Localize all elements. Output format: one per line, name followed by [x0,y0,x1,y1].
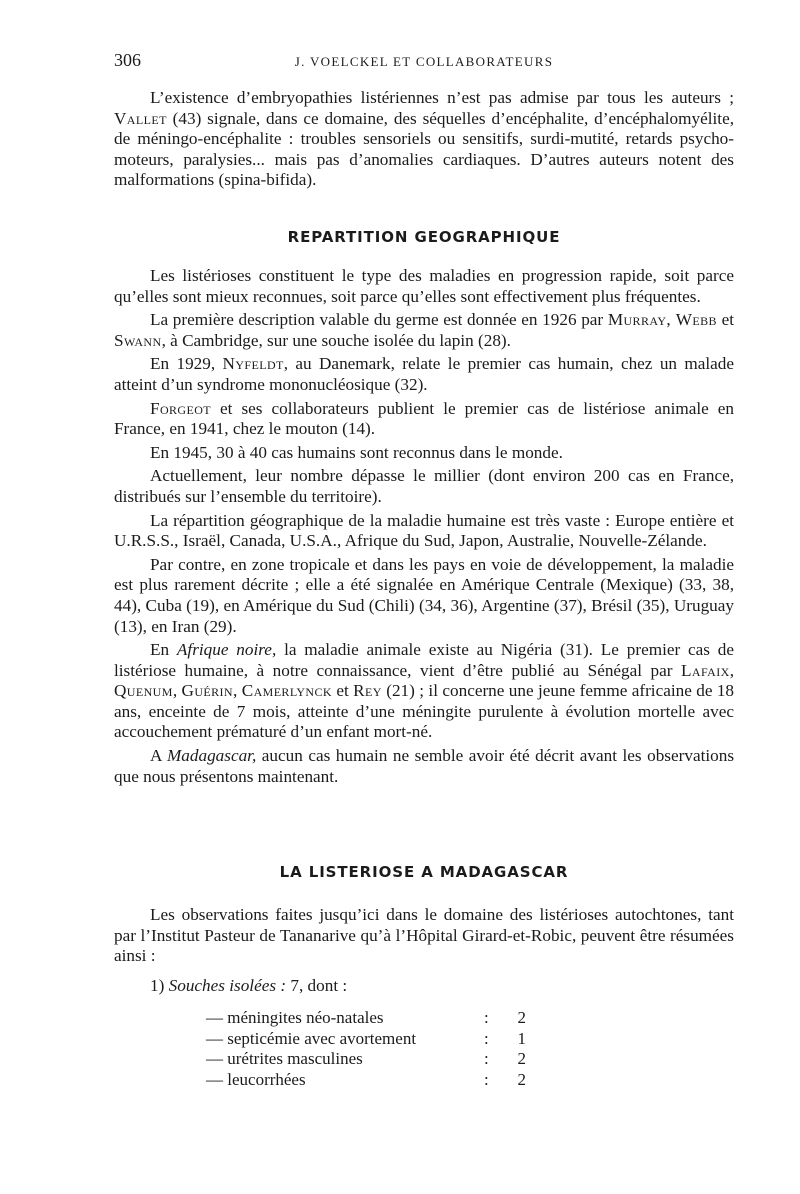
numbered-item-block [114,976,734,997]
paragraph: Les observations faites jusqu’ici dans le domaine des listérioses autochtones, tant par l’Institut Pasteur de Tananarive qu’à l’Hôpital Girard-et-Robic, peuvent être résumées ainsi : [114,905,734,966]
list-item-count: 1 [517,1028,526,1048]
list-item-count: 2 [517,1008,526,1027]
list-item-colon: : [484,1008,489,1027]
paragraph [114,310,734,351]
paragraph: La répartition géographique de la maladie humaine est très vaste : Europe entière et U.R.S.S., Israël, Canada, U.S.A., Afrique du Sud, Japon, Australie, Nouvelle-Zélande. [114,510,734,551]
place-name: Madagascar, [166,746,257,766]
author-name: Murray, [607,310,672,330]
list-item [206,1008,526,1029]
numbered-item [114,976,734,997]
page-header [114,50,734,76]
list-item [206,1029,526,1050]
section-heading-madagascar: LA LISTERIOSE A MADAGASCAR [279,863,569,881]
author-name: Webb [675,310,717,330]
text-run: A [150,746,167,766]
text-run: , au Danemark, relate le premier cas humain, chez un malade atteint d’un syndrome mononucléosique (32). [114,354,735,394]
paragraph [114,746,734,787]
list-item-colon: : [484,1028,489,1048]
author-name: Swann [114,330,162,350]
paragraph [114,640,734,743]
text-run: et [716,310,734,330]
section-heading-block [114,863,734,881]
author-name: Forgeot [150,398,212,418]
text-run: , [172,681,182,701]
text-run: aucun cas humain ne semble avoir été décrit avant les observations que nous présentons maintenant. [114,746,735,786]
text-run: En 1929, [150,354,223,374]
list-item-label: — septicémie avec avortement [206,1028,417,1048]
text-run: La première description valable du germe est donnée en 1926 par [150,310,608,330]
item-label: Souches isolées : [168,976,287,995]
section-heading-geographie: REPARTITION GEOGRAPHIQUE [287,228,561,246]
paragraph: Les listérioses constituent le type des maladies en progression rapide, soit parce qu’elles sont mieux reconnues, soit parce qu’elles sont effectivement plus fréquentes. [114,266,734,306]
list-item [206,1049,526,1070]
text-run: En [150,640,177,660]
text-run: (43) signale, dans ce domaine, des séquelles d’encéphalite, d’encéphalomyélite, de méningo-encéphalite : troubles sensoriels ou sensitifs, surdi-mutité, retards psycho-moteurs, paralysies... mais pas d’anomalies cardiaques. D’autres auteurs notent des malformations (spina-bifida). [114,108,734,190]
text-run: , [729,660,734,680]
author-name: Guérin [181,681,233,701]
section-madagascar-body [114,905,734,967]
text-run: et ses collaborateurs publient le premier cas de listériose animale en France, en 1941, chez le mouton (14). [114,398,734,439]
text-run: 7, dont : [286,976,348,995]
paragraph [114,399,734,440]
author-name: Quenum [114,681,173,701]
list-item-colon: : [484,1049,489,1068]
author-name: Rey [353,681,382,701]
author-name: Vallet [114,108,167,128]
list-item-count: 2 [517,1049,526,1068]
list-item-label: — méningites néo-natales [206,1008,384,1027]
page-number: 306 [114,50,141,70]
text-run: L’existence d’embryopathies listériennes n’est pas admise par tous les auteurs ; [150,88,734,107]
place-name: Afrique noire, [176,640,277,660]
section-geographie-body [114,266,734,787]
list-item-label: — urétrites masculines [206,1049,363,1068]
paragraph: En 1945, 30 à 40 cas humains sont reconnus dans le monde. [150,442,563,462]
list-item [206,1070,526,1091]
text-run: (21) ; il concerne une jeune femme africaine de 18 ans, enceinte de 7 mois, atteinte d’une méningite purulente à évolution mortelle avec accouchement prématuré d’un enfant mort-né. [114,681,735,742]
running-title: J. VOELCKEL ET COLLABORATEURS [294,54,554,69]
intro-block [114,88,734,191]
author-name: Lafaix [681,660,730,680]
text-run: , [233,681,242,701]
strain-list [206,1008,526,1090]
author-name: Nyfeldt [222,354,284,374]
intro-paragraph [114,88,734,191]
paragraph [114,354,734,395]
section-heading-block [114,228,734,246]
item-number: 1) [150,976,169,995]
list-item-count: 2 [517,1069,526,1089]
text-run: la maladie animale existe au Nigéria (31). Le premier cas de listériose humaine, à notre connaissance, vient d’être publié au Sénégal par [114,640,735,680]
text-run: , à Cambridge, sur une souche isolée du lapin (28). [161,330,511,350]
paragraph: Actuellement, leur nombre dépasse le millier (dont environ 200 cas en France, distribués sur l’ensemble du territoire). [114,466,734,506]
text-run: et [331,681,354,701]
list-item-colon: : [484,1069,489,1089]
author-name: Camerlynck [241,681,332,701]
list-item-label: — leucorrhées [206,1069,306,1089]
paragraph: Par contre, en zone tropicale et dans les pays en voie de développement, la maladie est plus rarement décrite ; elle a été signalée en Amérique Centrale (Mexique) (33, 38, 44), Cuba (19), en Amérique du Sud (Chili) (34, 36), Argentine (37), Brésil (35), Uruguay (13), en Iran (29). [114,554,734,636]
